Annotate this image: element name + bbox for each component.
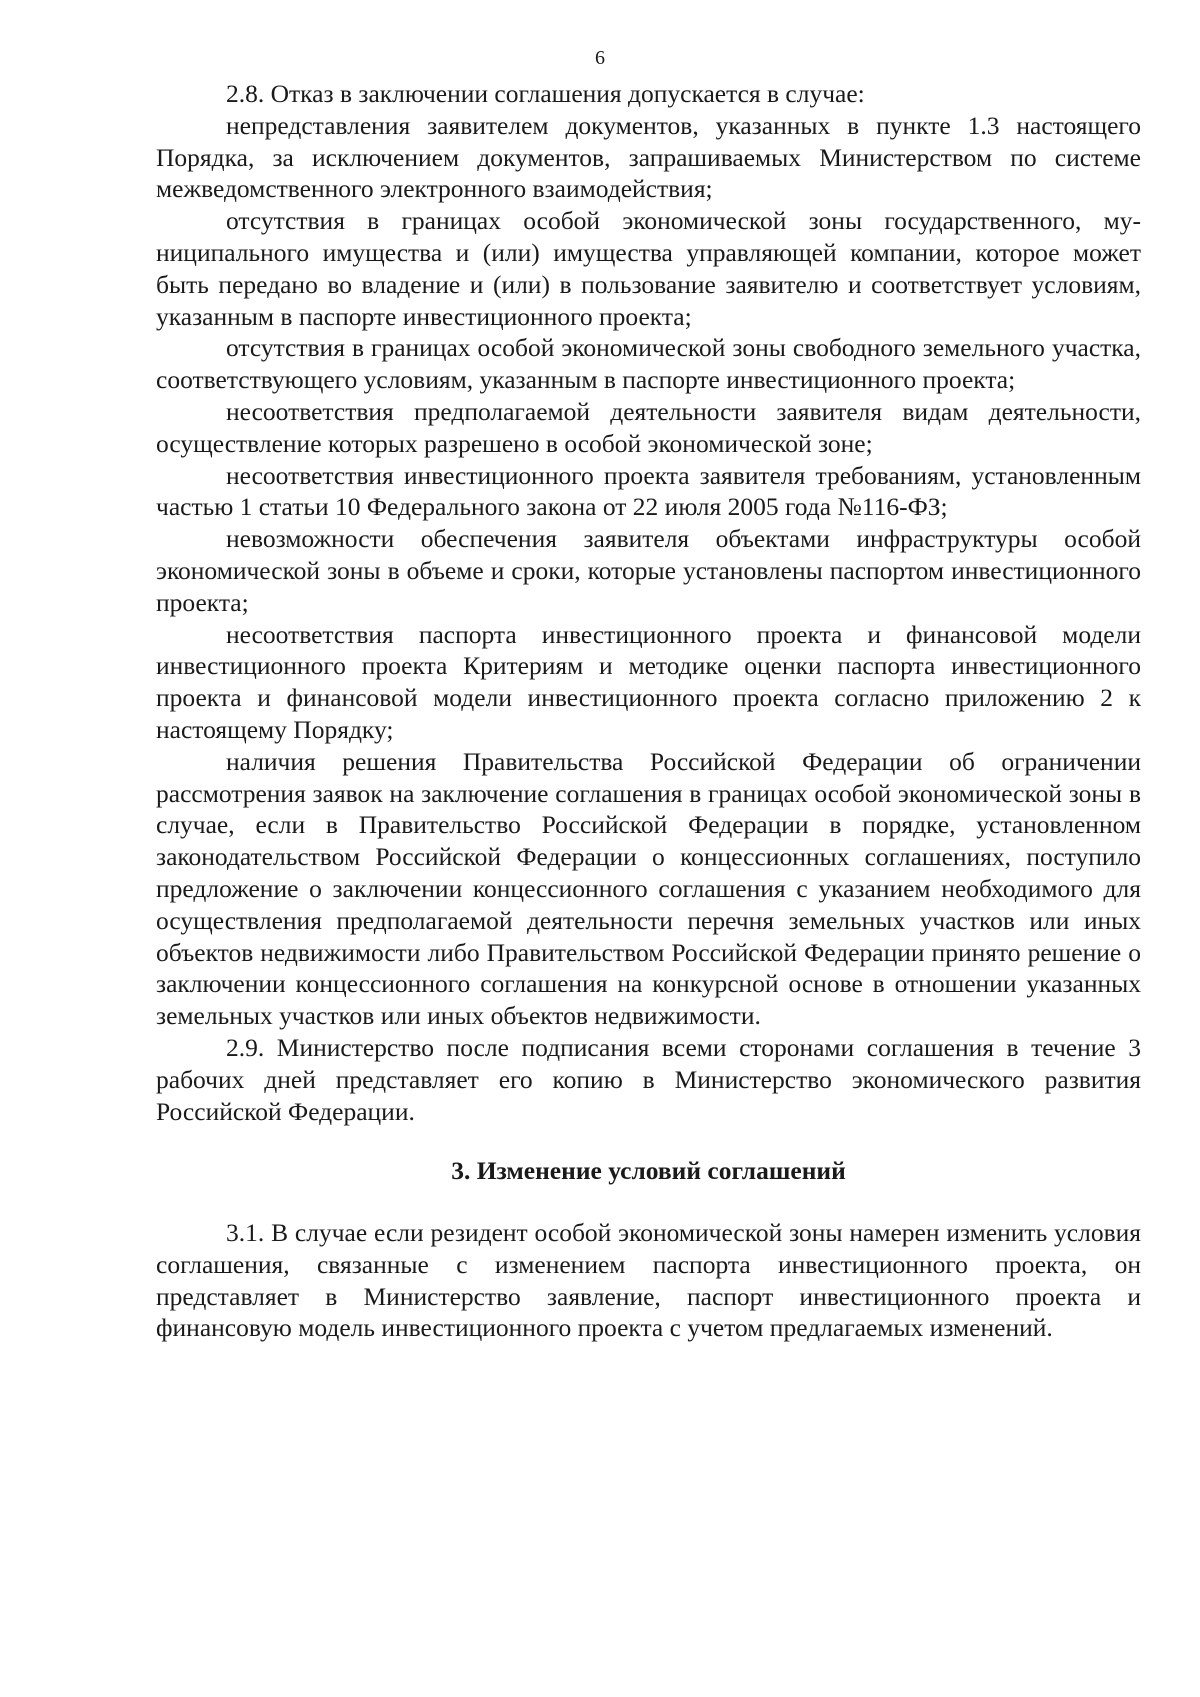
document-body bbox=[156, 78, 1141, 1344]
paragraph-reason-documents: непредставления заявителем документов, указанных в пункте 1.3 настоящего Порядка, за исключением документов, запрашиваемых Министерством по системе межведомственного электронного взаимодействия; bbox=[156, 110, 1141, 204]
paragraph-reason-infrastructure: невозможности обеспечения заявителя объектами инфраструктуры особой экономической зоны в объеме и сроки, которые установлены паспортом инвестиционного проекта; bbox=[156, 524, 1141, 617]
paragraph-3-1: 3.1. В случае если резидент особой экономической зоны намерен изменить условия соглашения, связанные с изменением паспорта инвестиционного проекта, он представляет в Министерство заявление, паспорт инвестиционного проекта и финансовую модель инвестиционного проекта с учетом предлагаемых изменений. bbox=[156, 1218, 1141, 1343]
paragraph-reason-activity: несоответствия предполагаемой деятельности заявителя видам деятельности, осуществление которых разрешено в особой экономической зоне; bbox=[156, 396, 1141, 458]
paragraph-2-8-intro: 2.8. Отказ в заключении соглашения допускается в случае: bbox=[226, 79, 865, 108]
paragraph-reason-government-decision: наличия решения Правительства Российской Федерации об ограничении рассмотрения заявок на заключение соглашения в границах особой экономической зоны в случае, если в Правительство Российской Федерации в порядке, установленном законодательством Российской Федерации о концессионных соглашениях, поступило предложение о заключении концессионного соглашения с указанием необходимого для осуществления предполагаемой деятельности перечня земельных участков или иных объектов недвижимости либо Правительством Российской Федерации принято решение о заключении концессионного соглашения на конкурсной основе в отношении указанных земельных участков или иных объектов недвижимости. bbox=[156, 746, 1141, 1031]
paragraph-reason-criteria: несоответствия паспорта инвестиционного проекта и финансовой модели инвестиционного проекта Критериям и методике оценки паспорта инвестиционного проекта и финансовой модели инвестиционного проекта согласно приложению 2 к настоящему Порядку; bbox=[156, 619, 1141, 744]
paragraph-reason-property: отсутствия в границах особой экономической зоны государственного, муниципального имущества и (или) имущества управляющей компании, которое может быть передано во владение и (или) в пользование заявителю и соответствует условиям, указанным в паспорте инвестиционного проекта; bbox=[156, 206, 1141, 331]
section-title: 3. Изменение условий соглашений bbox=[451, 1156, 846, 1186]
paragraph-reason-land: отсутствия в границах особой экономической зоны свободного земельного участка, соответствующего условиям, указанным в паспорте инвестиционного проекта; bbox=[156, 333, 1141, 395]
page-number: 6 bbox=[595, 47, 605, 69]
paragraph-2-9: 2.9. Министерство после подписания всеми сторонами соглашения в течение 3 рабочих дней представляет его копию в Министерство экономического развития Российской Федерации. bbox=[156, 1032, 1141, 1126]
paragraph-reason-requirements: несоответствия инвестиционного проекта заявителя требованиям, установленным частью 1 статьи 10 Федерального закона от 22 июля 2005 года №116-ФЗ; bbox=[156, 460, 1141, 522]
